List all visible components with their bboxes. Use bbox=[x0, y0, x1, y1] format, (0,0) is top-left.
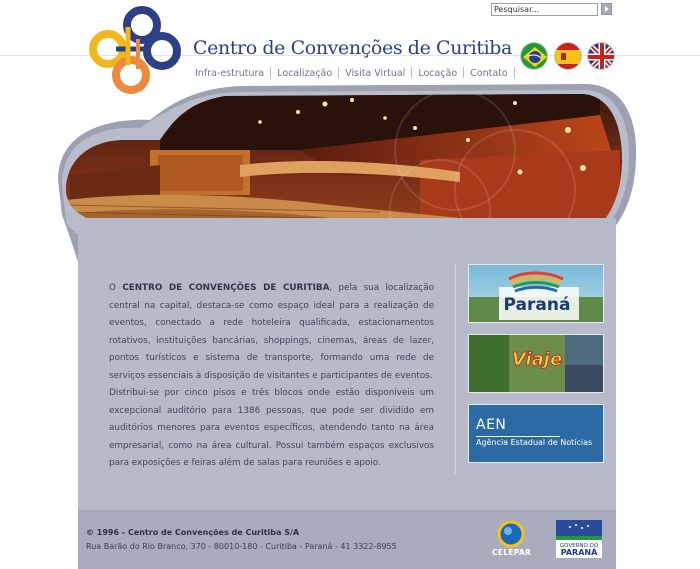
uk-flag-icon[interactable] bbox=[587, 42, 615, 70]
nav-separator bbox=[514, 67, 515, 78]
banner-viaje-label: Viaje bbox=[511, 349, 563, 370]
brazil-flag-icon[interactable] bbox=[520, 42, 548, 70]
nav-separator bbox=[338, 67, 339, 78]
nav-locacao[interactable]: Locação bbox=[418, 68, 458, 79]
celepar-label: CELEPAR bbox=[492, 548, 532, 557]
column-divider bbox=[455, 264, 456, 474]
spain-flag-icon[interactable] bbox=[554, 42, 582, 70]
banner-aen-rule bbox=[476, 436, 560, 437]
main-nav bbox=[195, 67, 521, 79]
nav-separator bbox=[463, 67, 464, 78]
nav-infra-estrutura[interactable]: Infra-estrutura bbox=[195, 68, 265, 79]
search-button[interactable] bbox=[601, 3, 612, 15]
governo-line1: GOVERNO DO bbox=[559, 543, 599, 549]
footer-address: Rua Barão do Rio Branco, 370 - 80010-180 - Curitiba - Paraná - 41 3322-8955 bbox=[86, 542, 397, 551]
banner-parana[interactable] bbox=[468, 264, 604, 323]
intro-name: CENTRO DE CONVENÇÕES DE CURITIBA bbox=[122, 283, 330, 293]
nav-localizacao[interactable]: Localização bbox=[277, 68, 333, 79]
banner-aen-title: AEN bbox=[476, 417, 507, 433]
arrow-right-icon bbox=[602, 4, 611, 14]
logo[interactable] bbox=[86, 5, 182, 97]
banner-parana-label: Paraná bbox=[503, 295, 571, 315]
search-input[interactable] bbox=[491, 3, 598, 16]
nav-separator bbox=[411, 67, 412, 78]
banner-aen[interactable] bbox=[468, 404, 604, 463]
nav-contato[interactable]: Contato bbox=[470, 68, 508, 79]
footer bbox=[78, 510, 616, 569]
intro-paragraph-1 bbox=[109, 280, 434, 385]
site-title: Centro de Convenções de Curitiba bbox=[193, 37, 512, 59]
governo-line2: PARANÁ bbox=[560, 548, 598, 557]
intro-text bbox=[109, 280, 434, 473]
footer-copyright: © 1996 - Centro de Convenções de Curitiba S/A bbox=[86, 528, 300, 537]
banner-viaje[interactable] bbox=[468, 334, 604, 393]
intro-lead: O bbox=[109, 283, 116, 293]
nav-separator bbox=[270, 67, 271, 78]
banner-aen-subtitle: Agência Estadual de Notícias bbox=[476, 438, 593, 447]
governo-parana-logo[interactable] bbox=[556, 520, 602, 558]
nav-visita-virtual[interactable]: Visita Virtual bbox=[345, 68, 406, 79]
intro-paragraph-2: Distribui-se por cinco pisos e três blocos onde estão disponíveis um excepcional auditório para 1386 pessoas, que pode ser dividido em auditórios menores para eventos específicos, atendendo tanto na área empresarial, como na área cultural. Possui também espaços exclusivos para exposições e feiras além de salas para reuniões e apoio. bbox=[109, 388, 434, 468]
intro-p1: , pela sua localização central na capital, destaca-se como espaço ideal para a realização de eventos, conectado a rede hoteleira qualificada, estacionamentos rotativos, instituições bancárias, shoppings, cinemas, áreas de lazer, pontos turísticos e sistema de transporte, formando uma rede de serviços essenciais à disposição de visitantes e participantes de eventos. bbox=[109, 283, 434, 381]
